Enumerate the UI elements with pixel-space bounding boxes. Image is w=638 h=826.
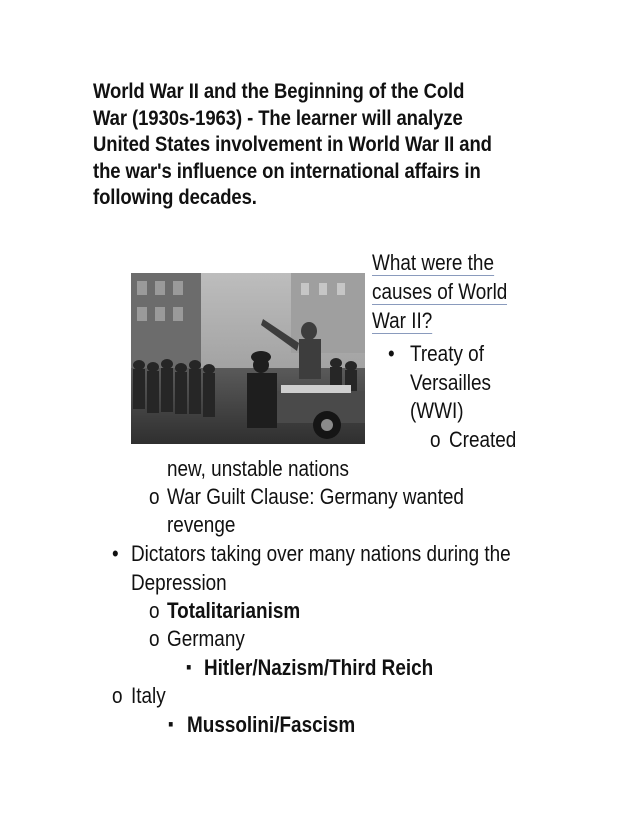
title-line: United States involvement in World War II and (93, 132, 492, 156)
war-guilt-line: revenge (167, 512, 236, 537)
title-line: World War II and the Beginning of the Cold (93, 79, 465, 103)
sub-marker: o (430, 427, 441, 452)
sub-marker: o (149, 626, 160, 651)
question-text: What were the (372, 250, 494, 275)
historical-photo (131, 273, 365, 444)
document-title (93, 78, 557, 211)
treaty-line: (WWI) (410, 398, 464, 423)
mussolini-text: Mussolini/Fascism (187, 712, 356, 737)
square-bullet: ▪ (168, 714, 174, 734)
title-line: following decades. (93, 185, 257, 209)
treaty-line: Treaty of (410, 341, 484, 366)
title-line: War (1930s-1963) - The learner will analyze (93, 105, 463, 130)
dictators-line: Depression (131, 570, 227, 595)
hitler-text: Hitler/Nazism/Third Reich (204, 655, 434, 680)
rally-photo-illustration (131, 273, 365, 444)
question-line (372, 279, 507, 305)
italy-text: Italy (131, 683, 166, 708)
question-text: War II? (372, 308, 433, 333)
bullet-marker: • (112, 541, 119, 566)
totalitarianism-text: Totalitarianism (167, 598, 301, 623)
created-text: Created (449, 427, 517, 452)
treaty-line: Versailles (410, 370, 491, 395)
created-continuation: new, unstable nations (167, 456, 349, 481)
war-guilt-line: War Guilt Clause: Germany wanted (167, 484, 464, 509)
sub-marker: o (149, 484, 160, 509)
dictators-line: Dictators taking over many nations during the (131, 541, 511, 566)
square-bullet: ▪ (186, 657, 192, 677)
title-line: the war's influence on international affairs in (93, 158, 481, 183)
sub-marker: o (112, 683, 123, 708)
question-text: causes of World (372, 279, 508, 304)
bullet-marker: • (388, 341, 395, 366)
question-line (372, 308, 432, 334)
question-line (372, 250, 494, 276)
sub-marker: o (149, 598, 160, 623)
germany-text: Germany (167, 626, 245, 651)
